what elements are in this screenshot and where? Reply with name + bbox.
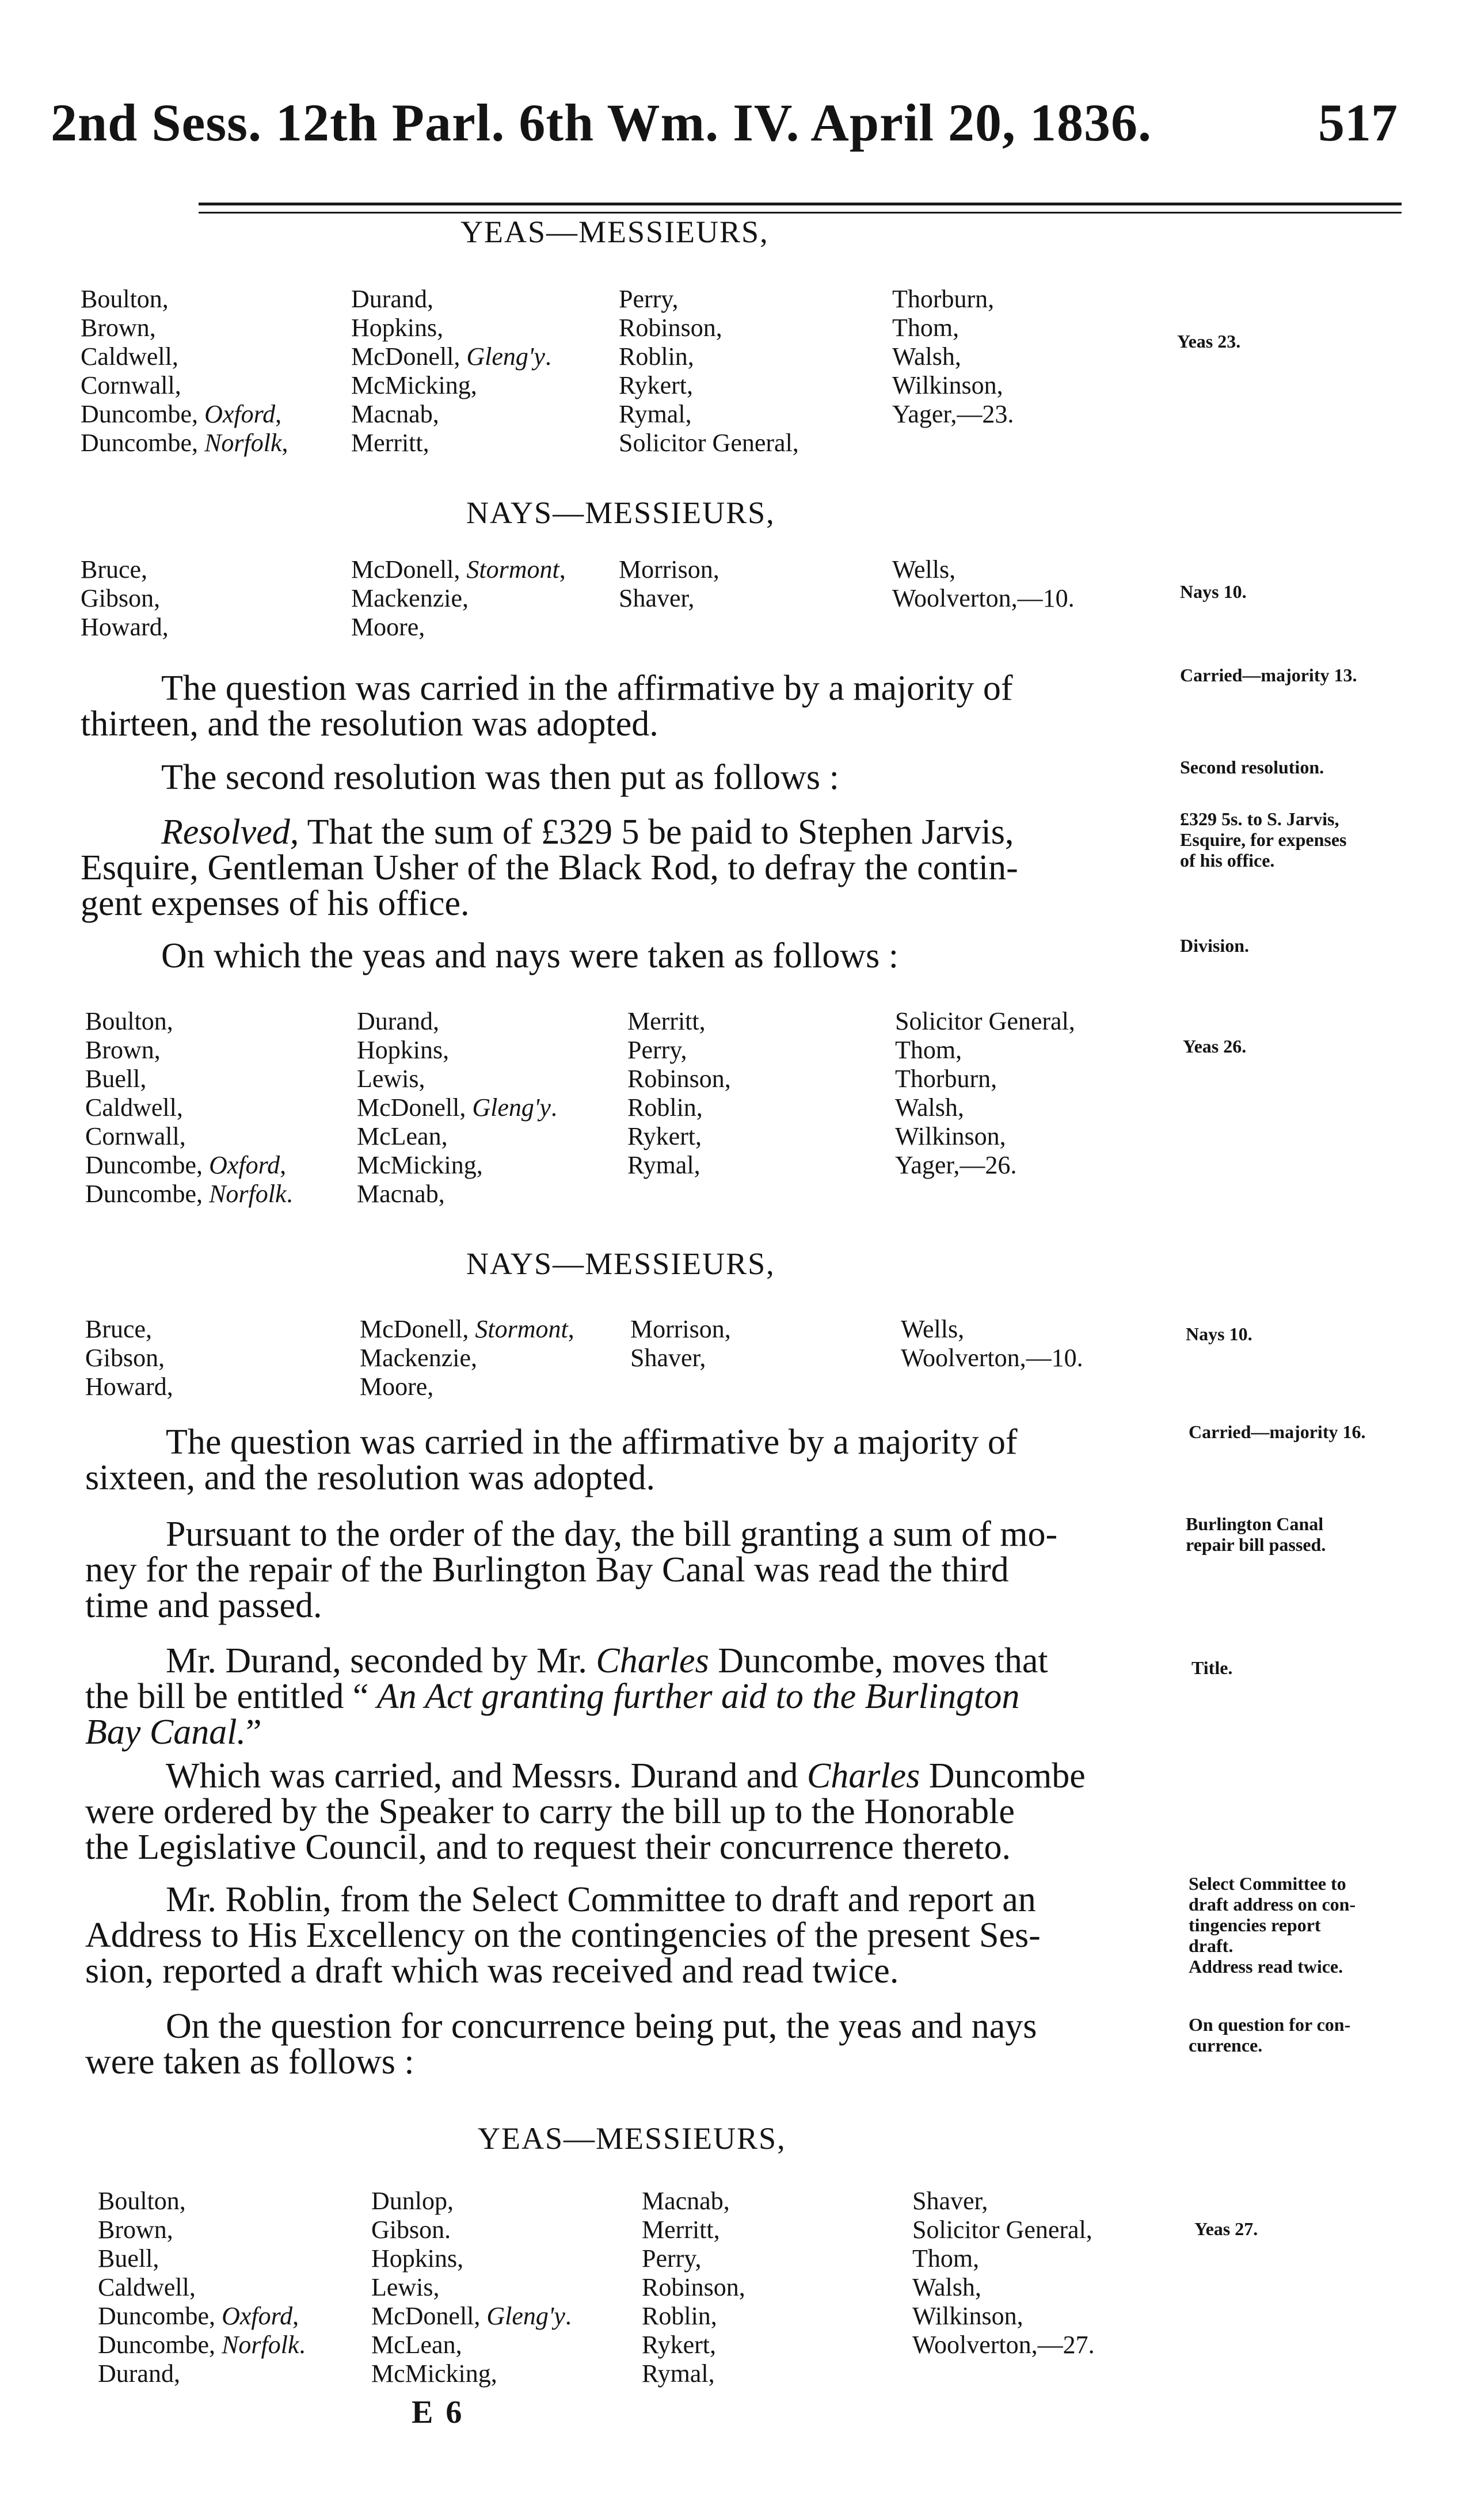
name-entry: Macnab, (351, 400, 439, 428)
name-entry: Wells, (892, 555, 956, 584)
name-entry: Shaver, (619, 584, 695, 612)
note-line: repair bill passed. (1186, 1534, 1326, 1555)
paragraph-second-resolution (81, 760, 1168, 795)
name-entry: Boulton, (81, 285, 169, 313)
name-entry: Woolverton,—27. (912, 2331, 1095, 2359)
note-line: currence. (1189, 2035, 1263, 2056)
division1-nays-col2 (351, 555, 566, 642)
paragraph-carried-16 (85, 1424, 1173, 1496)
nays-heading: NAYS—MESSIEURS, (466, 1246, 775, 1281)
name-entry: Thom, (892, 314, 960, 342)
margin-note-question (1189, 2014, 1350, 2056)
name-entry: Duncombe, Norfolk, (81, 429, 288, 457)
name-entry: McDonell, Gleng'y. (371, 2302, 572, 2330)
division3-yeas-col1 (98, 2187, 306, 2388)
margin-note-select-committee (1189, 1873, 1356, 1977)
division3-yeas-col3 (642, 2187, 745, 2388)
name-entry: Cornwall, (85, 1122, 186, 1150)
division2-nays-col2 (360, 1315, 574, 1401)
paragraph-question (85, 2008, 1173, 2080)
text-line: the Legislative Council, and to request their concurrence thereto. (85, 1828, 1011, 1867)
note-line: draft address on con- (1189, 1894, 1356, 1915)
name-entry: Macnab, (357, 1180, 445, 1208)
paragraph-durand (85, 1643, 1173, 1750)
name-entry: Yager,—23. (892, 400, 1014, 428)
name-entry: McDonell, Gleng'y. (357, 1093, 557, 1122)
name-entry: Buell, (98, 2244, 159, 2273)
nays-heading: NAYS—MESSIEURS, (466, 495, 775, 530)
name-entry: Caldwell, (85, 1093, 183, 1122)
bill-title: Bay Canal. (85, 1713, 246, 1752)
name-entry: Brown, (98, 2216, 173, 2244)
name-entry: Lewis, (371, 2273, 440, 2301)
name-entry: Walsh, (892, 342, 961, 371)
name-entry: Dunlop, (371, 2187, 454, 2215)
name-entry: Walsh, (912, 2273, 981, 2301)
name-entry: Brown, (85, 1036, 161, 1064)
text-segment: Duncombe (920, 1756, 1086, 1795)
paragraph-roblin (85, 1882, 1173, 1989)
name-entry: Robinson, (642, 2273, 745, 2301)
text-segment: Mr. Durand, seconded by Mr. (166, 1641, 596, 1680)
name-entry: Duncombe, Norfolk. (85, 1180, 293, 1208)
text-line: ney for the repair of the Burlington Bay Canal was read the third (85, 1550, 1009, 1589)
name-entry: Hopkins, (357, 1036, 450, 1064)
name-entry: Duncombe, Norfolk. (98, 2331, 306, 2359)
name-entry: Roblin, (627, 1093, 703, 1122)
text-line: Pursuant to the order of the day, the bill granting a sum of mo- (166, 1515, 1058, 1554)
name-entry: Duncombe, Oxford, (81, 400, 282, 428)
note-line: On question for con- (1189, 2014, 1351, 2035)
text-segment: the bill be entitled “ (85, 1677, 369, 1716)
name-entry: Thom, (912, 2244, 980, 2273)
name-entry: Solicitor General, (912, 2216, 1092, 2244)
text-line: Mr. Roblin, from the Select Committee to draft and report an (166, 1880, 1036, 1919)
name-entry: McLean, (371, 2331, 462, 2359)
name-entry: Roblin, (619, 342, 694, 371)
name-entry: Perry, (619, 285, 679, 313)
margin-note-yeas: Yeas 23. (1177, 331, 1241, 352)
name-entry: Macnab, (642, 2187, 730, 2215)
name-entry (892, 429, 1014, 458)
header-rule-thin (199, 212, 1402, 214)
name-entry: Robinson, (627, 1065, 731, 1093)
name-entry: Durand, (357, 1007, 439, 1035)
text-line: On the question for concurrence being put, the yeas and nays (166, 2007, 1037, 2046)
text-line: The second resolution was then put as follows : (161, 758, 839, 797)
division2-yeas-col4 (895, 1007, 1075, 1180)
name-entry: Lewis, (357, 1065, 425, 1093)
name-entry: Walsh, (895, 1093, 964, 1122)
name-entry: Buell, (85, 1065, 147, 1093)
name-entry: Duncombe, Oxford, (85, 1151, 287, 1179)
name-entry: McLean, (357, 1122, 448, 1150)
division1-nays-col3 (619, 555, 719, 613)
text-line: The question was carried in the affirmative by a majority of (166, 1423, 1018, 1462)
italic-name: Charles (806, 1756, 920, 1795)
margin-note-canal (1186, 1513, 1326, 1555)
name-entry: Woolverton,—10. (901, 1344, 1083, 1372)
paragraph-pursuant (85, 1516, 1173, 1623)
text-line: were ordered by the Speaker to carry the bill up to the Honorable (85, 1792, 1015, 1831)
margin-note-division: Division. (1180, 935, 1250, 956)
division2-yeas-col3 (627, 1007, 731, 1180)
name-entry: Cornwall, (81, 371, 181, 399)
text-segment: ” (245, 1713, 262, 1752)
name-entry: Moore, (360, 1373, 434, 1401)
page-number: 517 (1318, 93, 1398, 152)
name-entry: McMicking, (371, 2359, 497, 2388)
name-entry: Merritt, (642, 2216, 720, 2244)
name-entry: Durand, (351, 285, 433, 313)
name-entry: Hopkins, (371, 2244, 464, 2273)
note-line: £329 5s. to S. Jarvis, (1180, 809, 1339, 829)
name-entry: Howard, (85, 1373, 173, 1401)
name-entry: Boulton, (85, 1007, 173, 1035)
name-entry: Merritt, (351, 429, 429, 457)
paragraph-resolved (81, 814, 1168, 921)
name-entry: McDonell, Gleng'y. (351, 342, 551, 371)
text-line: That the sum of £329 5 be paid to Stephen Jarvis, (299, 813, 1014, 852)
name-entry: Morrison, (630, 1315, 731, 1343)
name-entry: Mackenzie, (360, 1344, 477, 1372)
paragraph-carried-13 (81, 670, 1168, 742)
division2-nays-col4 (901, 1315, 1083, 1373)
name-entry: Moore, (351, 613, 425, 641)
division2-nays-col1 (85, 1315, 173, 1401)
name-entry: Perry, (642, 2244, 702, 2273)
name-entry: Shaver, (630, 1344, 706, 1372)
name-entry: Howard, (81, 613, 169, 641)
name-entry: Solicitor General, (895, 1007, 1075, 1035)
name-entry: Yager,—26. (895, 1151, 1017, 1179)
name-entry: Gibson, (81, 584, 161, 612)
text-line: sion, reported a draft which was received and read twice. (85, 1951, 899, 1991)
name-entry: Wilkinson, (895, 1122, 1006, 1150)
name-entry: Thorburn, (892, 285, 995, 313)
margin-note-title: Title. (1191, 1657, 1233, 1678)
name-entry: Rykert, (619, 371, 693, 399)
text-line: thirteen, and the resolution was adopted. (81, 704, 658, 744)
name-entry: Shaver, (912, 2187, 988, 2215)
name-entry: Bruce, (81, 555, 148, 584)
text-line: gent expenses of his office. (81, 884, 470, 923)
bill-title: An Act granting further aid to the Burlington (368, 1677, 1020, 1716)
division3-yeas-col4 (912, 2187, 1095, 2359)
division1-yeas-col3 (619, 285, 799, 458)
note-line: draft. (1189, 1935, 1233, 1956)
name-entry: Woolverton,—10. (892, 584, 1075, 612)
name-entry: Rymal, (619, 400, 692, 428)
resolved-word: Resolved, (161, 813, 299, 852)
division2-yeas-col1 (85, 1007, 293, 1208)
name-entry: McMicking, (357, 1151, 483, 1179)
name-entry: Caldwell, (98, 2273, 196, 2301)
name-entry: Rykert, (627, 1122, 702, 1150)
name-entry: Gibson. (371, 2216, 451, 2244)
text-line: On which the yeas and nays were taken as follows : (161, 936, 899, 975)
name-entry: Rymal, (642, 2359, 715, 2388)
paragraph-which (85, 1758, 1173, 1865)
name-entry: Wells, (901, 1315, 965, 1343)
name-entry: Hopkins, (351, 314, 444, 342)
text-line: were taken as follows : (85, 2042, 414, 2081)
text-line: time and passed. (85, 1586, 322, 1625)
text-line: sixteen, and the resolution was adopted. (85, 1458, 656, 1497)
name-entry: Merritt, (627, 1007, 706, 1035)
name-entry: Robinson, (619, 314, 722, 342)
running-title: 2nd Sess. 12th Parl. 6th Wm. IV. April 20, 1836. (51, 93, 1152, 152)
name-entry: Wilkinson, (912, 2302, 1023, 2330)
header-rule (199, 203, 1402, 205)
division2-nays-col3 (630, 1315, 731, 1373)
name-entry: McMicking, (351, 371, 477, 399)
name-entry: Wilkinson, (892, 371, 1003, 399)
name-entry: Solicitor General, (619, 429, 799, 457)
signature-mark: E 6 (412, 2395, 465, 2430)
text-segment: Duncombe, moves that (709, 1641, 1048, 1680)
margin-note-second-resolution: Second resolution. (1180, 757, 1324, 777)
text-line: Esquire, Gentleman Usher of the Black Rod, to defray the contin- (81, 848, 1018, 887)
yeas-heading: YEAS—MESSIEURS, (478, 2121, 786, 2156)
text-segment: Which was carried, and Messrs. Durand and (166, 1756, 807, 1795)
name-entry: McDonell, Stormont, (351, 555, 566, 584)
margin-note-yeas: Yeas 26. (1183, 1036, 1247, 1057)
margin-note-yeas: Yeas 27. (1194, 2218, 1258, 2239)
name-entry: Brown, (81, 314, 156, 342)
name-entry: Thorburn, (895, 1065, 998, 1093)
name-entry: Boulton, (98, 2187, 186, 2215)
note-line: Address read twice. (1189, 1956, 1343, 1977)
division1-nays-col1 (81, 555, 169, 642)
note-line: Esquire, for expenses (1180, 829, 1347, 850)
division2-yeas-col2 (357, 1007, 557, 1208)
name-entry: McDonell, Stormont, (360, 1315, 574, 1343)
margin-note-nays: Nays 10. (1180, 581, 1247, 602)
text-line: Address to His Excellency on the contingencies of the present Ses- (85, 1916, 1041, 1955)
division1-yeas-col2 (351, 285, 551, 458)
note-line: tingencies report (1189, 1915, 1321, 1935)
note-line: of his office. (1180, 850, 1275, 871)
name-entry: Morrison, (619, 555, 719, 584)
name-entry: Caldwell, (81, 342, 178, 371)
division3-yeas-col2 (371, 2187, 572, 2388)
text-line: The question was carried in the affirmative by a majority of (161, 669, 1013, 708)
paragraph-division-intro (81, 938, 1168, 974)
name-entry: Roblin, (642, 2302, 717, 2330)
margin-note-nays: Nays 10. (1186, 1324, 1252, 1344)
division1-yeas-col4 (892, 285, 1014, 458)
name-entry: Bruce, (85, 1315, 153, 1343)
division1-nays-col4 (892, 555, 1075, 613)
margin-note-carried-16: Carried—majority 16. (1189, 1421, 1366, 1442)
name-entry: Mackenzie, (351, 584, 469, 612)
name-entry: Perry, (627, 1036, 687, 1064)
margin-note-jarvis (1180, 809, 1347, 871)
name-entry: Duncombe, Oxford, (98, 2302, 299, 2330)
division1-yeas-col1 (81, 285, 288, 458)
margin-note-carried-13: Carried—majority 13. (1180, 665, 1357, 685)
name-entry: Durand, (98, 2359, 180, 2388)
italic-name: Charles (596, 1641, 709, 1680)
yeas-heading: YEAS—MESSIEURS, (460, 215, 769, 249)
note-line: Select Committee to (1189, 1873, 1346, 1894)
name-entry: Thom, (895, 1036, 962, 1064)
note-line: Burlington Canal (1186, 1513, 1324, 1534)
name-entry: Rymal, (627, 1151, 700, 1179)
name-entry: Rykert, (642, 2331, 716, 2359)
name-entry: Gibson, (85, 1344, 165, 1372)
